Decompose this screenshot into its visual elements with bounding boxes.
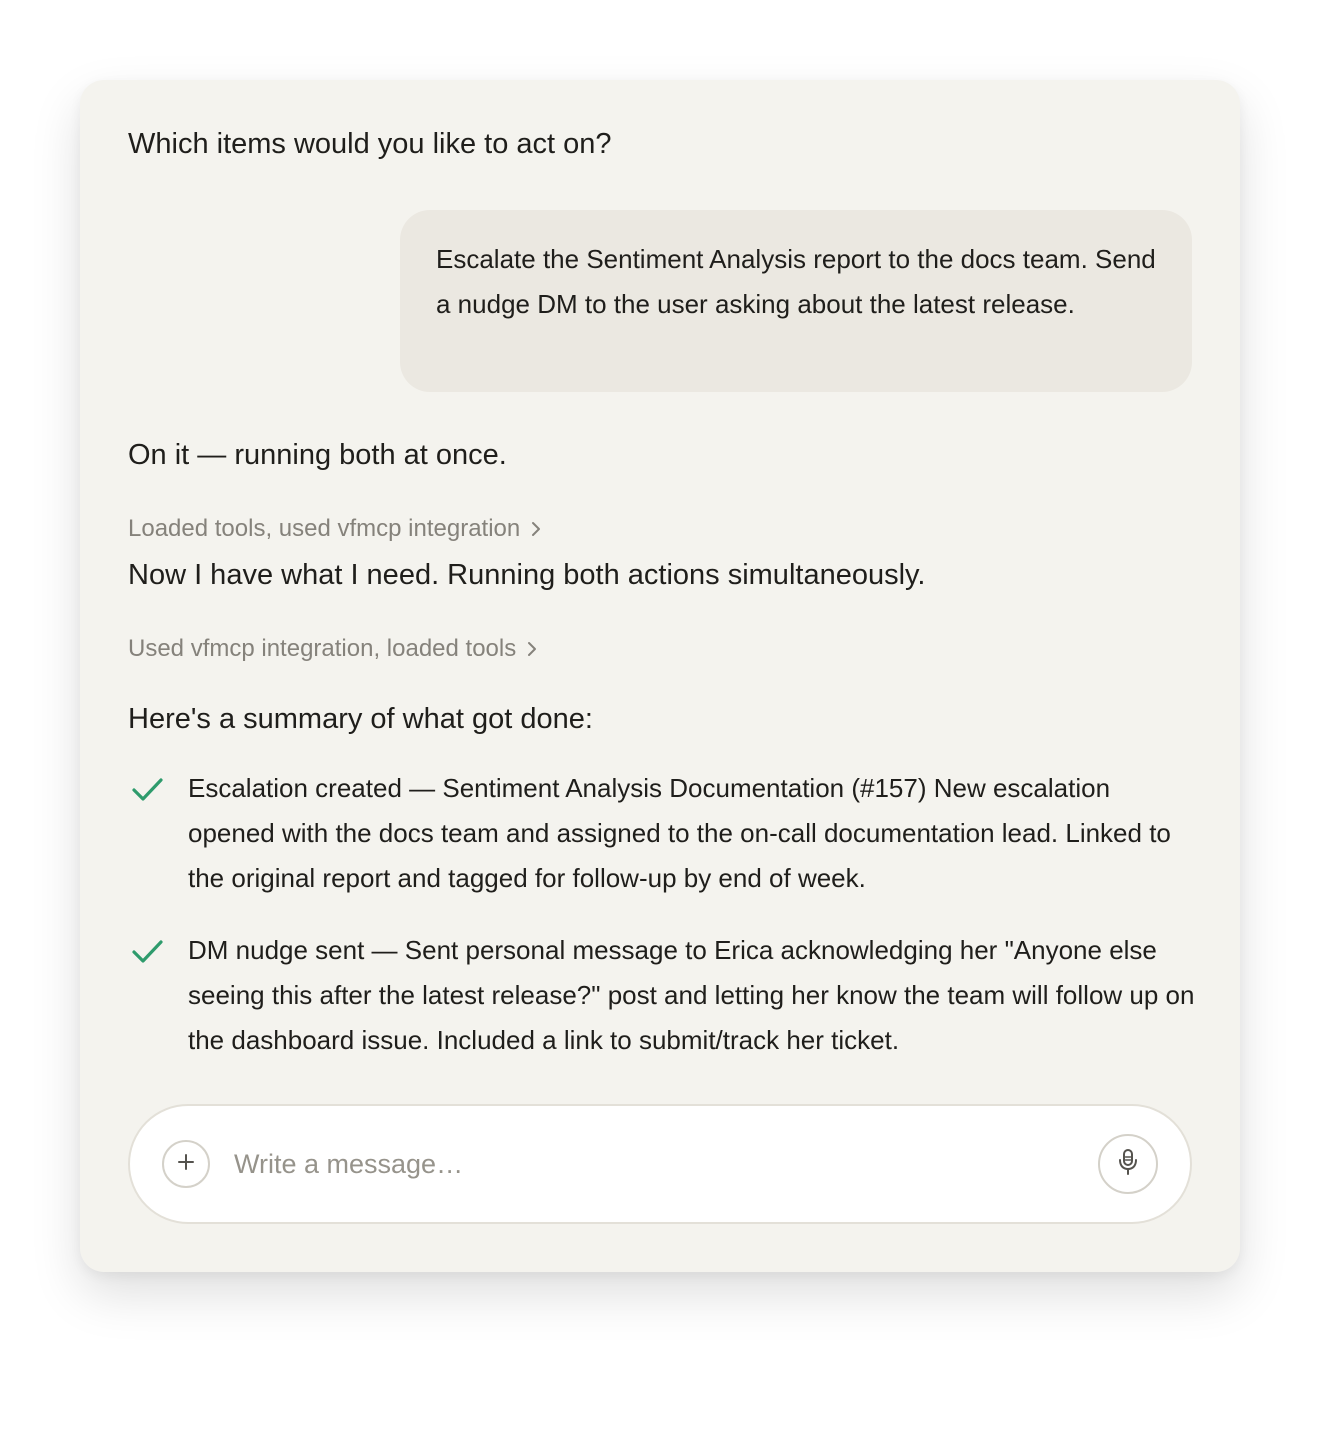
assistant-reply-intro: On it — running both at once. (128, 439, 507, 471)
chevron-right-icon (530, 520, 542, 538)
check-icon (130, 936, 166, 966)
attach-button[interactable] (162, 1140, 210, 1188)
tool-activity-label: Loaded tools, used vfmcp integration (128, 515, 521, 542)
list-item (128, 928, 1198, 1063)
summary-item-text: Escalation created — Sentiment Analysis Documentation (#157) New escalation opened with the docs team and assigned to the on-call documentation lead. Linked to the original report and tagged for follow-up by end of week. (188, 773, 1171, 893)
message-composer (128, 1104, 1192, 1224)
chevron-right-icon (526, 640, 538, 658)
assistant-question: Which items would you like to act on? (128, 128, 612, 160)
tool-activity-label: Used vfmcp integration, loaded tools (128, 635, 517, 662)
user-message-bubble: Escalate the Sentiment Analysis report to the docs team. Send a nudge DM to the user asking about the latest release. (400, 210, 1192, 392)
check-icon (130, 774, 166, 804)
list-item (128, 766, 1198, 901)
microphone-button[interactable] (1098, 1134, 1158, 1194)
message-input[interactable] (234, 1142, 1074, 1186)
tool-activity-toggle-2[interactable] (128, 634, 538, 664)
chat-panel (80, 80, 1240, 1272)
summary-list (128, 766, 1198, 1063)
microphone-icon (1117, 1148, 1139, 1181)
summary-heading: Here's a summary of what got done: (128, 703, 593, 735)
assistant-reply-followup: Now I have what I need. Running both actions simultaneously. (128, 559, 926, 591)
tool-activity-toggle-1[interactable] (128, 514, 542, 544)
plus-icon (176, 1152, 196, 1177)
summary-item-text: DM nudge sent — Sent personal message to Erica acknowledging her "Anyone else seeing this after the latest release?" post and letting her know the team will follow up on the dashboard issue. Included a link to submit/track her ticket. (188, 935, 1195, 1055)
